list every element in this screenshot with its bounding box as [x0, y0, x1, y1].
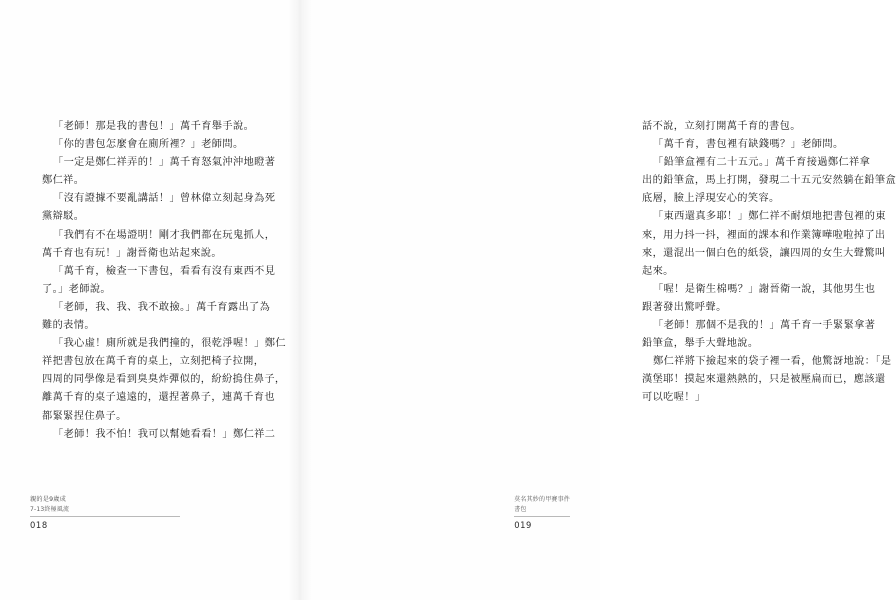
running-head-series: 親的是9歲成 [30, 496, 67, 503]
text-line: 黨辯駁。 [42, 211, 85, 223]
page-left-footer [30, 486, 180, 530]
running-head-chapter: 莫名其妙的甲賽事件 [514, 496, 570, 503]
text-line: 鄭仁祥將下撿起來的袋子裡一看，他驚訝地說：「是 [653, 356, 892, 368]
text-line: 「我心虛！廁所就是我們撞的，很乾淨喔！」鄭仁 [53, 338, 286, 350]
text-line: 漢堡耶！摸起來還熱熱的，只是被壓扁而已，應該還 [642, 374, 886, 386]
text-line: 「東西還真多耶！」鄭仁祥不耐煩地把書包裡的東 [653, 211, 886, 223]
text-line: 「老師！那個不是我的！」萬千育一手緊緊拿著 [653, 320, 876, 332]
footer-rule [30, 516, 180, 517]
running-head-chapter-sub: 書包 [514, 506, 527, 513]
text-line: 出的鉛筆盒，馬上打開，發現二十五元安然躺在鉛筆盒 [642, 175, 896, 187]
text-line: 萬千育也有玩！」謝晉衛也站起來說。 [42, 247, 222, 259]
page-right [300, 0, 896, 600]
text-line: 「老師，我、我、我不敢撿。」萬千育露出了為 [53, 301, 271, 313]
page-number-left: 018 [30, 520, 48, 530]
text-line: 來，用力抖一抖，裡面的課本和作業簿嘩啦啦掉了出 [642, 229, 886, 241]
page-right-footer-inner [514, 486, 570, 530]
page-left [0, 0, 300, 600]
text-line: 「喔！是衛生棉嗎？」謝晉衛一說，其他男生也 [653, 283, 876, 295]
text-line: 鉛筆盒，舉手大聲地說。 [642, 338, 759, 350]
text-line: 「你的書包怎麼會在廁所裡？」老師問。 [53, 139, 244, 151]
page-left-textblock [42, 118, 286, 448]
text-line: 話不說，立刻打開萬千育的書包。 [642, 121, 801, 132]
text-line: 來，還混出一個白色的紙袋，讓四周的女生大聲驚叫 [642, 247, 886, 259]
text-line: 「老師！我不怕！我可以幫她看看！」鄭仁祥二 [53, 428, 276, 440]
text-line: 「沒有證據不要亂講話！」曾林偉立刻起身為死 [53, 193, 276, 205]
text-line: 「一定是鄭仁祥弄的！」萬千育怒氣沖沖地瞪著 [53, 157, 276, 169]
text-line: 起來。 [642, 265, 674, 277]
text-line: 「萬千育，書包裡有缺錢嗎？」老師問。 [653, 139, 844, 151]
text-line: 了。」老師說。 [42, 283, 112, 295]
text-line: 四周的同學像是看到臭臭炸彈似的，紛紛摀住鼻子， [42, 374, 286, 386]
text-line: 祥把書包放在萬千育的桌上，立刻把椅子拉開， [42, 356, 265, 368]
text-line: 都緊緊捏住鼻子。 [42, 410, 127, 422]
text-line: 跟著發出驚呼聲。 [642, 301, 727, 313]
text-line: 鄭仁祥。 [42, 175, 85, 187]
page-number-right: 019 [514, 520, 532, 530]
text-line: 「鉛筆盒裡有二十五元。」萬千育接過鄭仁祥拿 [653, 157, 871, 169]
text-line: 「我們有不在場證明！剛才我們都在玩鬼抓人， [53, 229, 276, 241]
text-line: 底層，臉上浮現安心的笑容。 [642, 193, 780, 205]
page-right-textblock [642, 118, 896, 448]
text-line: 「老師！那是我的書包！」萬千育舉手說。 [53, 121, 255, 132]
text-line: 「萬千育，檢查一下書包，看看有沒有東西不見 [53, 265, 276, 277]
text-line: 離萬千育的桌子遠遠的，還捏著鼻子，連萬千育也 [42, 392, 275, 404]
page-right-footer [400, 486, 570, 530]
text-line: 難的表情。 [42, 320, 95, 332]
text-line: 可以吃喔！」 [642, 392, 706, 404]
running-head-subtitle: 7-13終極風流 [30, 506, 70, 513]
footer-rule [514, 516, 570, 517]
